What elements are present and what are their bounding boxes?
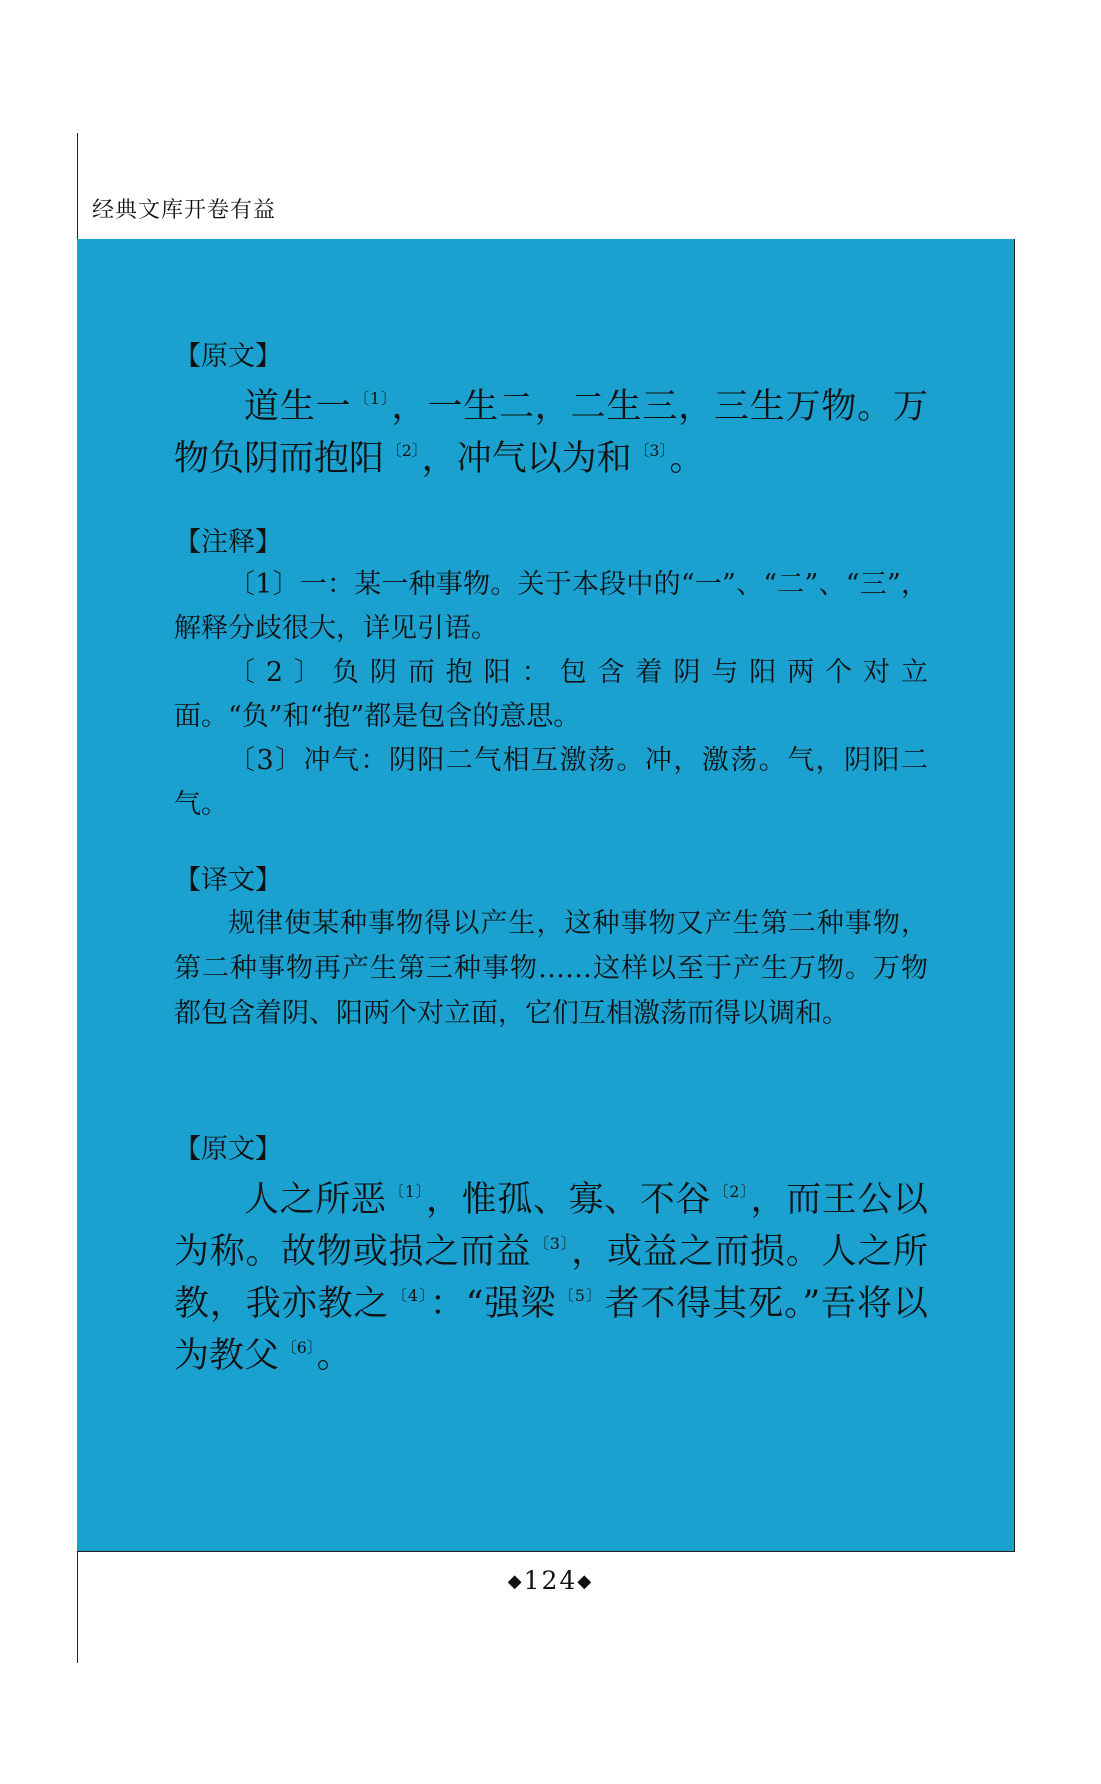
footnote-ref: 〔3〕 <box>533 1233 570 1253</box>
footnote-ref: 〔6〕 <box>281 1337 315 1357</box>
text-run: 人之所恶 <box>244 1180 387 1220</box>
footnote-ref: 〔1〕 <box>388 1181 424 1201</box>
note-2: 〔2〕负阴而抱阳：包含着阴与阳两个对立面。“负”和“抱”都是包含的意思。 <box>174 657 928 732</box>
section-heading-notes: 【注释】 <box>174 527 282 558</box>
text-run: ，一生二，二生三，三生万物。万物负阴而抱阳 <box>174 387 928 479</box>
content-panel <box>77 239 1015 1552</box>
running-header: 经典文库开卷有益 <box>92 198 277 223</box>
original-text-2 <box>174 1174 928 1382</box>
note-3: 〔3〕冲气：阴阳二气相互激荡。冲，激荡。气，阴阳二气。 <box>174 745 928 820</box>
footnote-ref: 〔3〕 <box>633 440 668 460</box>
diamond-icon: ◆ <box>577 1571 594 1592</box>
footnote-ref: 〔2〕 <box>386 440 420 460</box>
section-heading-original-2: 【原文】 <box>174 1134 282 1165</box>
panel-content <box>174 337 928 1382</box>
diamond-icon: ◆ <box>507 1571 524 1592</box>
section-heading-original: 【原文】 <box>174 341 282 372</box>
text-run: ，或益之而损。人之所教，我亦教之 <box>174 1232 928 1324</box>
section-heading-translation: 【译文】 <box>174 865 282 896</box>
text-run: ，惟孤、寡、不谷 <box>426 1180 711 1220</box>
original-text-1 <box>174 381 928 485</box>
text-run: 。 <box>316 1336 352 1376</box>
text-run: ，而王公以为称。故物或损之而益 <box>174 1180 928 1272</box>
footnote-ref: 〔5〕 <box>558 1285 603 1305</box>
text-run: 。 <box>669 439 705 479</box>
translation-text: 规律使某种事物得以产生，这种事物又产生第二种事物，第二种事物再产生第三种事物……这样以至于产生万物。万物都包含着阴、阳两个对立面，它们互相激荡而得以调和。 <box>174 908 928 1029</box>
note-1: 〔1〕一：某一种事物。关于本段中的“一”、“二”、“三”，解释分歧很大，详见引语。 <box>174 569 928 644</box>
page-number-value: 124 <box>523 1566 578 1595</box>
text-run: ：“强梁 <box>429 1284 557 1324</box>
footnote-ref: 〔2〕 <box>712 1181 749 1201</box>
text-run: 道生一 <box>244 387 352 427</box>
page-number <box>0 1566 1101 1595</box>
footnote-ref: 〔4〕 <box>391 1285 428 1305</box>
footnote-ref: 〔1〕 <box>353 388 390 408</box>
text-run: 者不得其死。”吾将以为教父 <box>174 1284 928 1376</box>
text-run: ，冲气以为和 <box>421 439 632 479</box>
